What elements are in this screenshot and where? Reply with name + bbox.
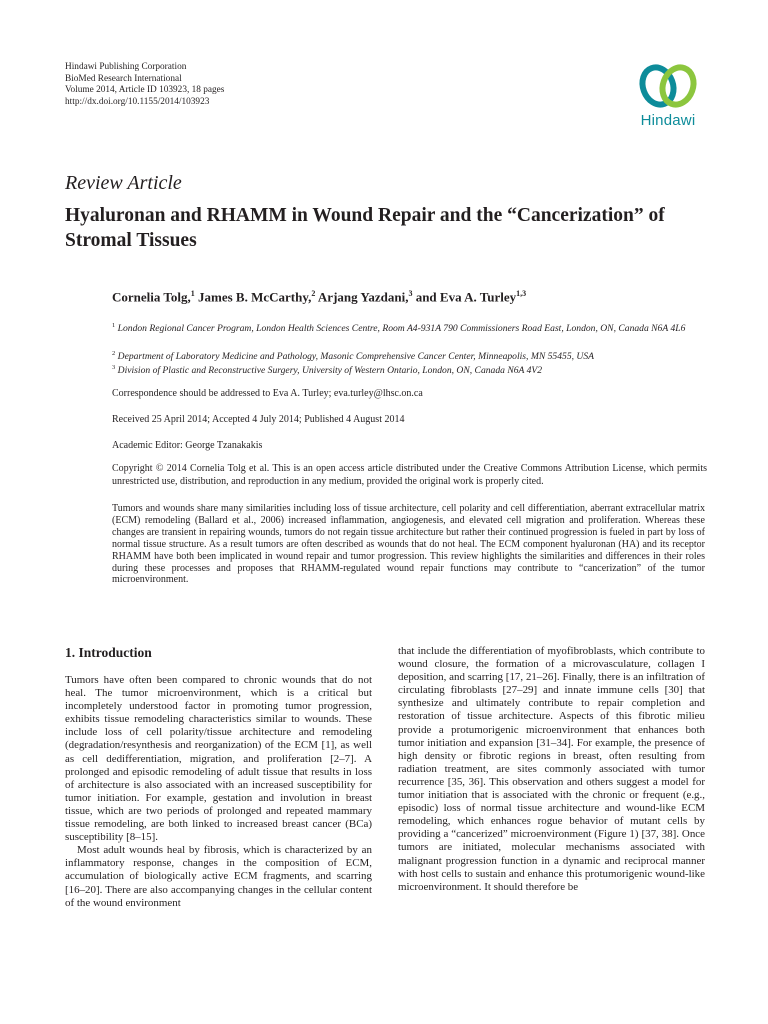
body-column-left bbox=[65, 674, 372, 910]
copyright-notice: Copyright © 2014 Cornelia Tolg et al. This is an open access article distributed under the Creative Commons Attribution License, which permits unrestricted use, distribution, and reproduction in any medium, provided the original work is properly cited. bbox=[112, 463, 707, 487]
author-name: James B. McCarthy, bbox=[198, 289, 312, 305]
affiliation-text: London Regional Cancer Program, London Health Sciences Centre, Room A4-931A 790 Commissioners Road East, London, ON, Canada N6A 4L6 bbox=[117, 323, 686, 335]
author-affiliation-mark: 1 bbox=[190, 289, 195, 298]
body-paragraph: that include the differentiation of myofibroblasts, which contribute to wound closure, the formation of a microvasculature, collagen I deposition, and scarring [17, 21–26]. Finally, there is an infiltration of circulating fibroblasts [27–29] and innate immune cells [30] that synthesize and ultimately contribute to repair completion and restoration of tissue architecture. Aspects of this fibrotic milieu provide a protumorigenic microenvironment that enhances both tumor initiation and expansion [31–34]. For example, the presence of high density or fibrotic regions in breast, often resulting from radiation treatment, are sites commonly associated with tumor recurrence [35, 36]. This observation and others suggest a model for tumor initiation that is associated with the chronic or frequent (e.g., episodic) loss of normal tissue architecture and wound-like ECM remodeling, which enhances rogue behavior of mutant cells by providing a “cancerized” microenvironment (Figure 1) [37, 38]. Once tumors are initiated, molecular mechanisms associated with malignant progression function in a dynamic and reciprocal manner with host cells to sustain and enhance this protumorigenic wound-like microenvironment. It should therefore be bbox=[398, 645, 705, 893]
section-heading: 1. Introduction bbox=[65, 645, 152, 660]
affiliation-mark: 2 bbox=[112, 350, 116, 357]
journal-publisher: Hindawi Publishing Corporation bbox=[65, 62, 187, 72]
affiliation-mark: 1 bbox=[112, 322, 116, 329]
journal-name: BioMed Research International bbox=[65, 73, 182, 84]
affiliation bbox=[112, 320, 718, 336]
body-paragraph: Tumors have often been compared to chronic wounds that do not heal. The tumor microenvironment, which is a critical but incompletely understood factor in promoting tumor progression, exhibits tissue remodeling characteristics similar to wounds. These include loss of cell polarity/tissue architecture and remodeling (degradation/resynthesis and reorganization) of the ECM [1], as well as cell dedifferentiation, migration, and proliferation [2–7]. A prolonged and episodic remodeling of adult tissue that results in loss of architecture is also associated with an increased susceptibility for tumor initiation. For example, gestation and involution in breast tissue, which are two periods of prolonged and repeated mammary tissue remodeling, are both linked to increased breast cancer (BCa) susceptibility [8–15]. bbox=[65, 674, 372, 844]
journal-volume: Volume 2014, Article ID 103923, 18 pages bbox=[65, 85, 225, 95]
academic-editor: Academic Editor: George Tzanakakis bbox=[112, 440, 263, 451]
author-name: Arjang Yazdani, bbox=[317, 289, 409, 305]
author-affiliation-mark: 1,3 bbox=[516, 289, 527, 298]
author-affiliation-mark: 3 bbox=[408, 289, 413, 298]
article-title: Hyaluronan and RHAMM in Wound Repair and the “Cancerization” of Stromal Tissues bbox=[65, 205, 665, 251]
abstract: Tumors and wounds share many similarities including loss of tissue architecture, cell polarity and cell differentiation, aberrant extracellular matrix (ECM) remodeling (Ballard et al., 2006) increased inflammation, angiogenesis, and elevated cell migration and proliferation. Whereas these changes are transient in repairing wounds, tumors do not regain tissue architecture but rather their continued progression is fueled in part by loss of normal tissue structure. As a result tumors are often described as wounds that do not heal. The ECM component hyaluronan (HA) and its receptor RHAMM have both been implicated in wound repair and tumor progression. This review highlights the similarities and differences in their roles during these processes and proposes that RHAMM-regulated wound repair functions may contribute to “cancerization” of the tumor microenvironment. bbox=[112, 503, 705, 586]
hindawi-logo-icon bbox=[622, 62, 714, 112]
article-dates: Received 25 April 2014; Accepted 4 July 2014; Published 4 August 2014 bbox=[112, 414, 405, 425]
correspondence: Correspondence should be addressed to Eva A. Turley; eva.turley@lhsc.on.ca bbox=[112, 388, 423, 399]
author-list bbox=[112, 289, 526, 305]
affiliation-mark: 3 bbox=[112, 364, 116, 371]
article-type: Review Article bbox=[65, 172, 182, 194]
body-paragraph: Most adult wounds heal by fibrosis, which is characterized by an inflammatory response, changes in the composition of ECM, accumulation of biologically active ECM fragments, and scarring [16–20]. There are also accompanying changes in the cellular content of the wound environment bbox=[65, 844, 372, 909]
author-affiliation-mark: 2 bbox=[311, 289, 316, 298]
author-name: and Eva A. Turley bbox=[415, 289, 517, 305]
journal-doi[interactable]: http://dx.doi.org/10.1155/2014/103923 bbox=[65, 96, 210, 107]
affiliation-text: Department of Laboratory Medicine and Pathology, Masonic Comprehensive Cancer Center, Minneapolis, MN 55455, USA bbox=[117, 351, 594, 363]
author-name: Cornelia Tolg, bbox=[112, 289, 191, 305]
affiliation-text: Division of Plastic and Reconstructive Surgery, University of Western Ontario, London, ON, Canada N6A 4V2 bbox=[117, 365, 543, 377]
affiliation bbox=[112, 362, 712, 378]
publisher-logo bbox=[622, 62, 714, 136]
logo-wordmark: Hindawi bbox=[640, 112, 696, 129]
body-column-right bbox=[398, 645, 705, 894]
